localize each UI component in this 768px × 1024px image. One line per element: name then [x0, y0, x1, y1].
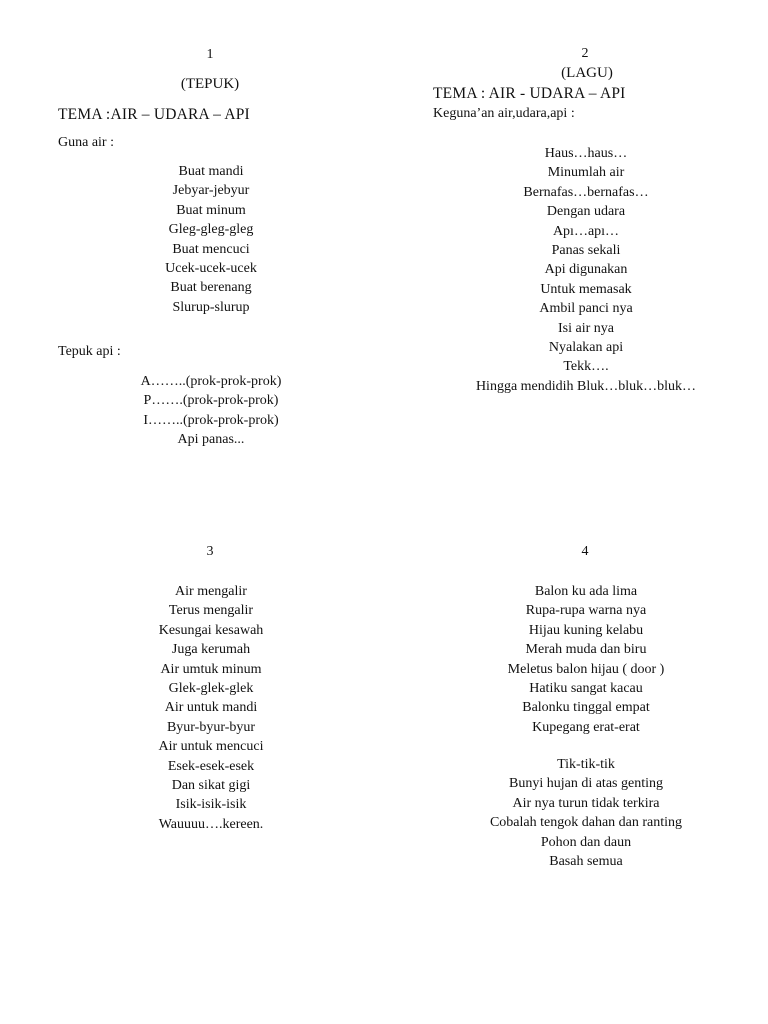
- verse-line: Buat mencuci: [172, 241, 250, 257]
- verse-line: Hijau kuning kelabu: [528, 622, 644, 638]
- verse-line: Basah semua: [549, 854, 623, 870]
- verse-line: Air untuk mandi: [164, 700, 258, 716]
- verse-line: Rupa-rupa warna nya: [525, 603, 647, 619]
- verse-line: Api panas...: [177, 432, 245, 448]
- verse-line: Dan sikat gigi: [171, 778, 251, 794]
- verse-line: Buat minum: [176, 202, 246, 218]
- verse-lines-2: [436, 755, 736, 871]
- verse-line: Panas sekali: [551, 243, 621, 259]
- verse-line: Tekk….: [563, 359, 609, 375]
- verse-line: Juga kerumah: [171, 642, 251, 658]
- verse-line: Gleg-gleg-gleg: [168, 222, 254, 238]
- verse-line: Esek-esek-esek: [167, 758, 255, 774]
- verse-lines: [111, 582, 311, 834]
- verse-line: Untuk memasak: [540, 281, 632, 297]
- verse-line: A……..(prok-prok-prok): [140, 374, 282, 389]
- verse-line: Ambil panci nya: [539, 301, 633, 317]
- verse-line: I……..(prok-prok-prok): [143, 412, 279, 428]
- verse-line: Hatiku sangat kacau: [529, 681, 643, 697]
- verse-line: Tik-tik-tik: [557, 757, 615, 772]
- verse-line: Merah muda dan biru: [525, 642, 647, 658]
- section-label: Keguna’an air,udara,api :: [433, 106, 575, 121]
- section-theme: TEMA :AIR – UDARA – API: [58, 106, 250, 123]
- verse-line: Ucek-ucek-ucek: [165, 261, 257, 277]
- verse-line: Nyalakan api: [548, 340, 624, 356]
- verse-line: Buat berenang: [170, 280, 252, 296]
- section-number: 4: [581, 544, 589, 559]
- section-theme: TEMA : AIR - UDARA – API: [433, 85, 626, 102]
- verse-line: Air untuk mencuci: [158, 739, 264, 755]
- verse-line: Glek-glek-glek: [168, 681, 254, 697]
- verse-line: Jebyar-jebyur: [172, 183, 250, 199]
- section-label: Guna air :: [58, 135, 114, 150]
- section-number: 2: [581, 46, 589, 61]
- verse-line: Balon ku ada lima: [534, 584, 638, 599]
- verse-line: P…….(prok-prok-prok): [143, 393, 279, 409]
- verse-line: Api digunakan: [544, 262, 628, 278]
- verse-line: Kupegang erat-erat: [532, 719, 640, 735]
- section-label-2: Tepuk api :: [58, 344, 121, 359]
- verse-lines: [111, 162, 311, 317]
- verse-line: Byur-byur-byur: [166, 719, 256, 735]
- verse-line: Wauuuu….kereen.: [158, 816, 264, 832]
- verse-line: Balonku tinggal empat: [522, 700, 650, 716]
- verse-line: Bunyi hujan di atas genting: [509, 776, 663, 792]
- section-number: 1: [206, 47, 214, 62]
- section-number: 3: [206, 544, 214, 559]
- verse-line: Air nya turun tidak terkira: [512, 795, 660, 811]
- verse-line: Dengan udara: [546, 204, 626, 220]
- verse-line: Isi air nya: [558, 320, 614, 336]
- verse-line: Pohon dan daun: [540, 834, 632, 850]
- verse-line: Bernafas…bernafas…: [523, 184, 649, 200]
- verse-line: Minumlah air: [547, 165, 625, 181]
- verse-line: Apı…apı…: [552, 223, 620, 239]
- verse-line: Buat mandi: [178, 164, 244, 179]
- verse-line: Meletus balon hijau ( door ): [507, 661, 665, 677]
- verse-line: Cobalah tengok dahan dan ranting: [489, 815, 683, 831]
- verse-line: Slurup-slurup: [172, 299, 250, 315]
- verse-line: Air mengalir: [175, 584, 247, 599]
- section-subtitle: (TEPUK): [180, 76, 240, 92]
- verse-lines-2: [111, 372, 311, 450]
- verse-line: Hingga mendidih Bluk…bluk…bluk…: [475, 378, 697, 394]
- verse-line: Isik-isik-isik: [175, 797, 247, 813]
- section-subtitle: (LAGU): [561, 65, 613, 81]
- verse-line: Kesungai kesawah: [158, 622, 264, 638]
- verse-lines: [436, 144, 736, 396]
- verse-line: Terus mengalir: [168, 603, 254, 619]
- verse-lines: [436, 582, 736, 737]
- verse-line: Haus…haus…: [544, 146, 628, 161]
- verse-line: Air umtuk minum: [160, 661, 262, 677]
